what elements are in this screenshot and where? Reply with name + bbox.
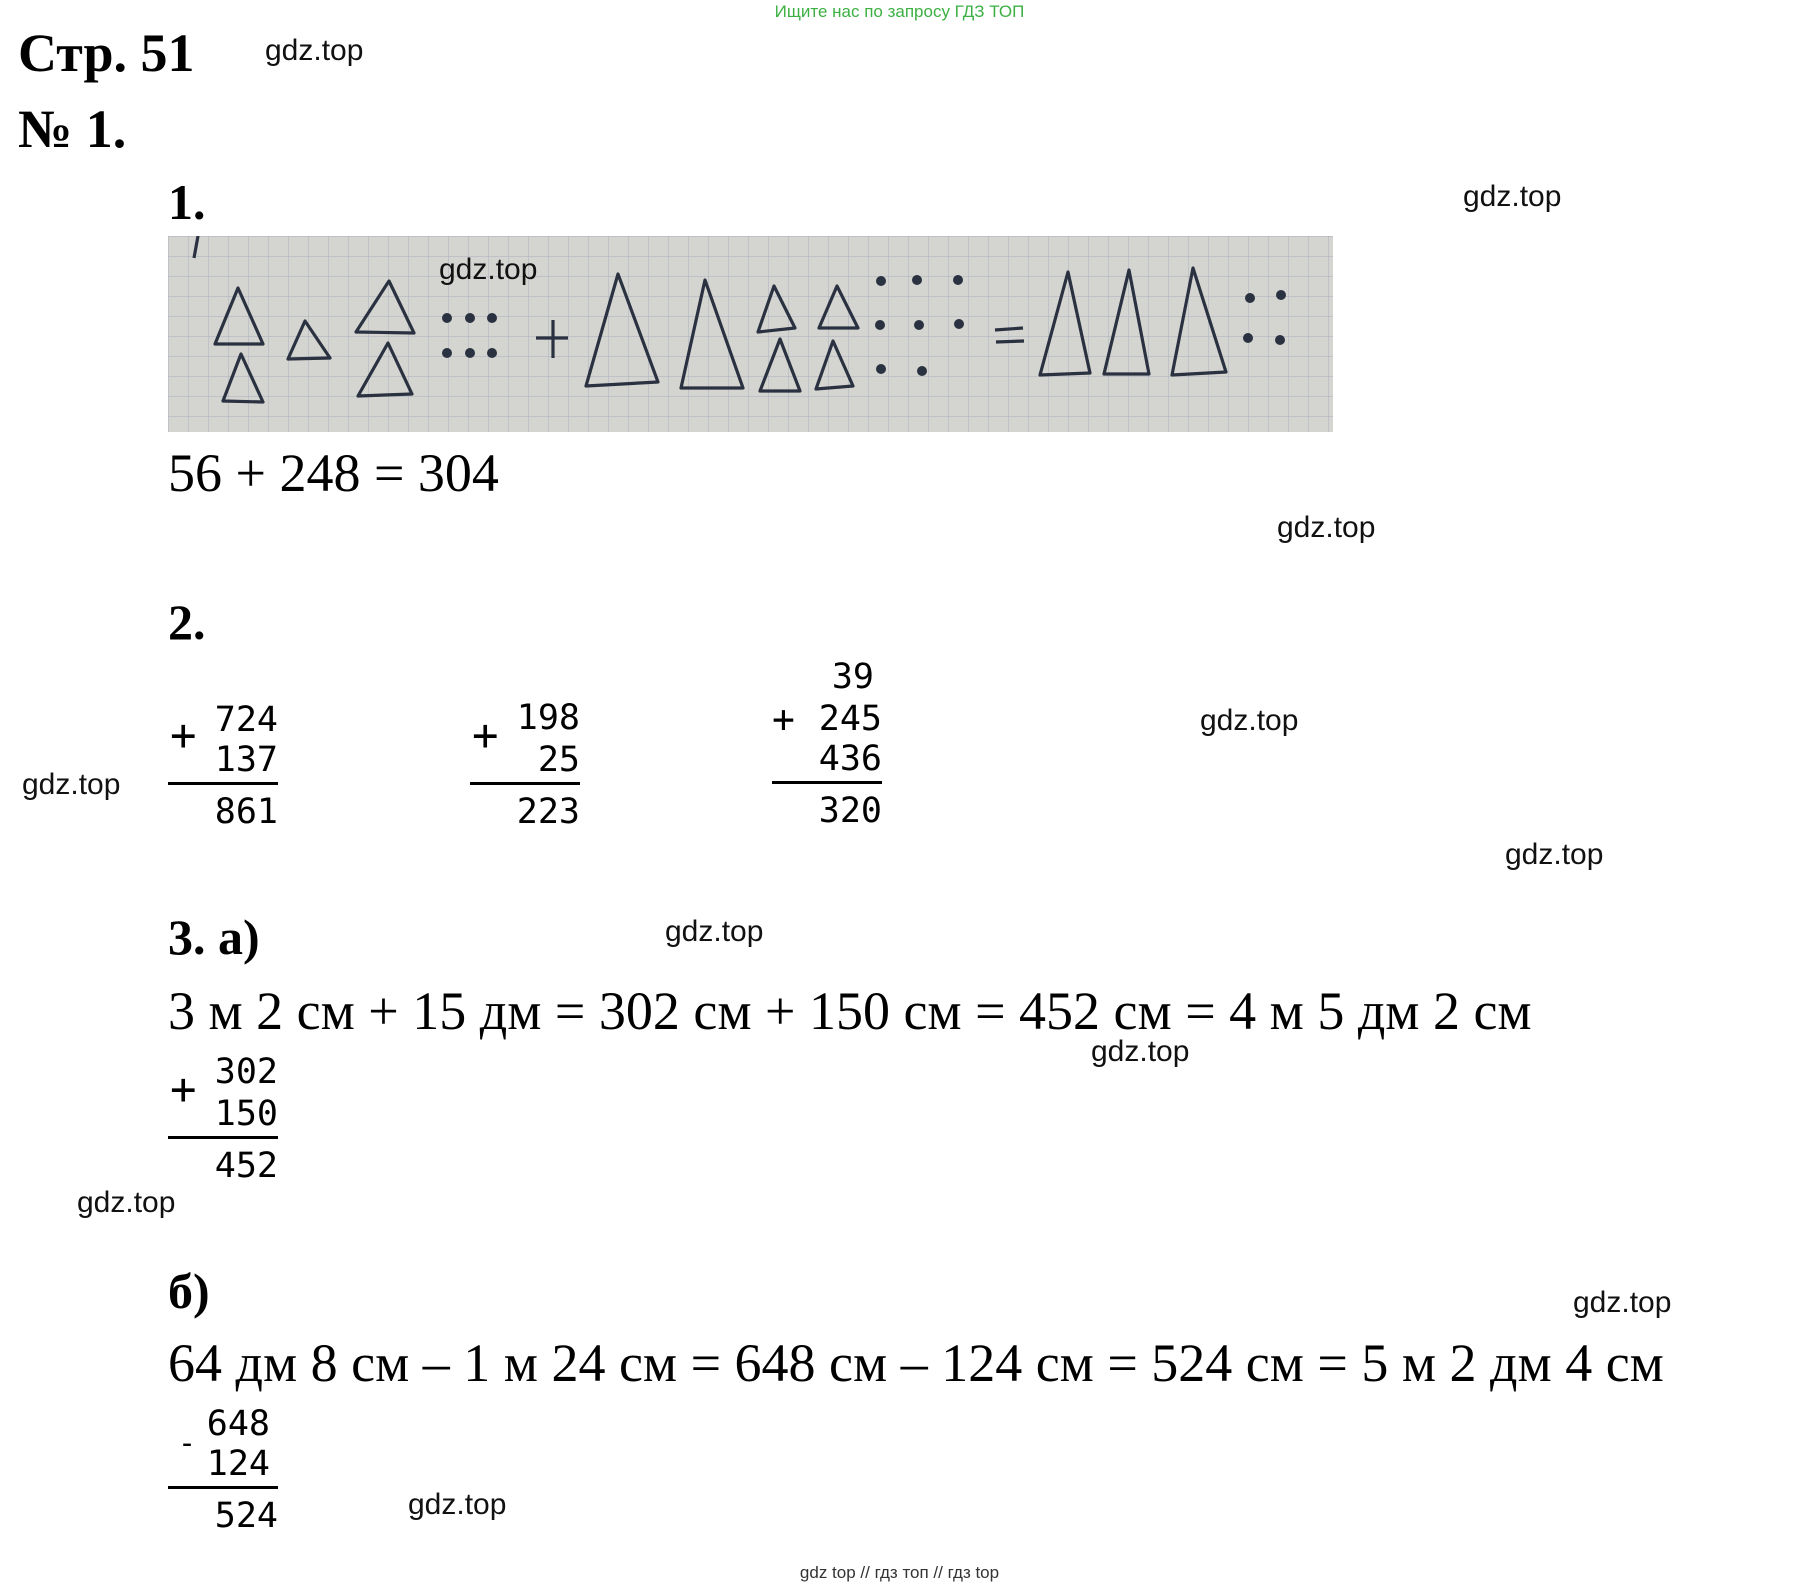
addend-2: 150 bbox=[214, 1094, 278, 1134]
addend-2: 25 bbox=[537, 740, 580, 780]
part2-label: 2. bbox=[168, 594, 206, 650]
watermark: gdz.top bbox=[1463, 180, 1562, 213]
part1-label: 1. bbox=[168, 174, 206, 230]
watermark: gdz.top bbox=[439, 253, 538, 286]
plus-sign: + bbox=[170, 710, 197, 761]
watermark: gdz.top bbox=[408, 1488, 507, 1521]
minus-sign: - bbox=[178, 1426, 197, 1461]
part3b-equation: 64 дм 8 см – 1 м 24 см = 648 см – 124 см = 524 см = 5 м 2 дм 4 см bbox=[168, 1333, 1664, 1393]
page-title: Стр. 51 bbox=[18, 23, 195, 83]
watermark: gdz.top bbox=[1091, 1035, 1190, 1068]
minuend: 648 bbox=[206, 1404, 270, 1444]
watermark: gdz.top bbox=[665, 915, 764, 948]
plus-sign: + bbox=[170, 1064, 197, 1115]
addend-1: 39 bbox=[831, 657, 874, 697]
difference-result: 524 bbox=[214, 1496, 278, 1536]
difference-line bbox=[168, 1486, 278, 1489]
column-addition-2 bbox=[470, 698, 580, 832]
sum-line bbox=[470, 782, 580, 785]
sum-result: 320 bbox=[818, 791, 882, 831]
addend-2: 245 bbox=[818, 699, 882, 739]
watermark: gdz.top bbox=[1200, 704, 1299, 737]
watermark: gdz.top bbox=[265, 34, 364, 67]
watermark: gdz.top bbox=[1277, 511, 1376, 544]
part1-equation: 56 + 248 = 304 bbox=[168, 443, 499, 503]
plus-sign: + bbox=[772, 697, 795, 741]
column-addition-1 bbox=[168, 700, 278, 830]
addend-3: 436 bbox=[818, 739, 882, 779]
watermark: gdz.top bbox=[22, 768, 121, 801]
top-banner: Ищите нас по запросу ГДЗ ТОП bbox=[774, 2, 1025, 21]
subtrahend: 124 bbox=[206, 1444, 270, 1484]
sum-result: 861 bbox=[214, 792, 278, 832]
part3a-equation: 3 м 2 см + 15 дм = 302 см + 150 см = 452 см = 4 м 5 дм 2 см bbox=[168, 981, 1532, 1041]
addend-1: 724 bbox=[214, 700, 278, 740]
sum-line bbox=[168, 782, 278, 785]
plus-sign: + bbox=[472, 710, 499, 761]
column-addition-3a bbox=[168, 1052, 278, 1186]
column-addition-3 bbox=[772, 657, 882, 832]
column-subtraction-3b bbox=[168, 1404, 278, 1534]
task-number: № 1. bbox=[18, 99, 127, 159]
sum-result: 223 bbox=[516, 792, 580, 832]
watermark: gdz.top bbox=[1505, 838, 1604, 871]
part3b-label: б) bbox=[168, 1263, 210, 1319]
sum-line bbox=[168, 1136, 278, 1139]
watermark: gdz.top bbox=[77, 1186, 176, 1219]
bottom-banner: gdz top // гдз топ // гдз top bbox=[799, 1563, 1000, 1582]
addend-2: 137 bbox=[214, 740, 278, 780]
part3a-label: 3. а) bbox=[168, 909, 260, 965]
handwritten-triangles-photo bbox=[168, 236, 1333, 432]
addend-1: 198 bbox=[516, 698, 580, 738]
watermark: gdz.top bbox=[1573, 1286, 1672, 1319]
addend-1: 302 bbox=[214, 1052, 278, 1092]
sum-result: 452 bbox=[214, 1146, 278, 1186]
sum-line bbox=[772, 781, 882, 784]
